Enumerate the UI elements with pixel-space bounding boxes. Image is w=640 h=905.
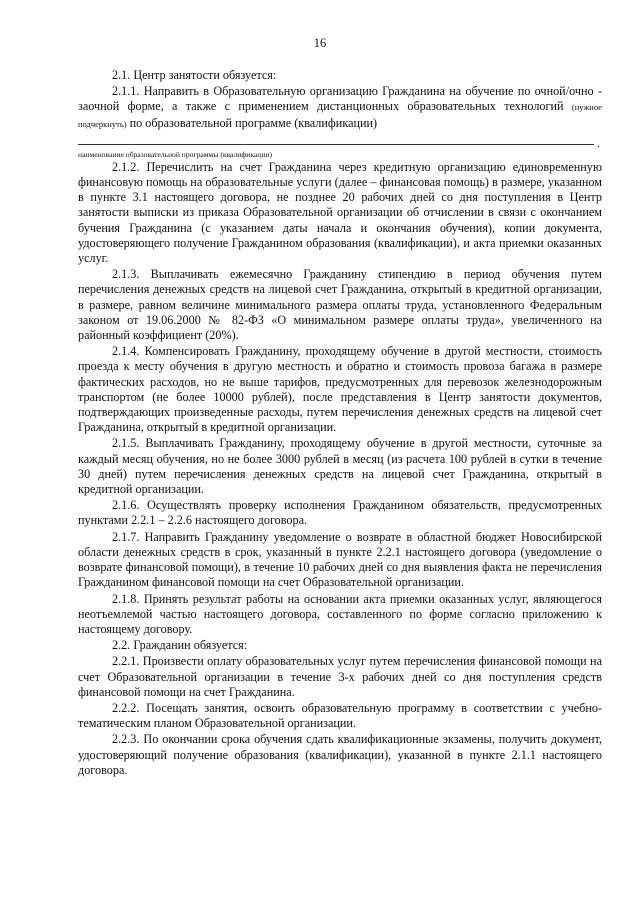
clause-2-1-1-note: (нужное подчеркнуть) [78, 102, 602, 129]
clause-2-1-5: 2.1.5. Выплачивать Гражданину, проходящему обучение в другой местности, суточные за каждый месяц обучения, но не более 3000 рублей в месяц (из расчета 100 рублей в сутки в течение 30 дней) путем перечисления денежных средств на лицевой счет Гражданина, открытый в кредитной организации. [78, 436, 602, 497]
clause-2-1-1-text-end: по образовательной программе (квалификации) [126, 115, 378, 130]
document-body [78, 68, 602, 778]
page-number: 16 [313, 36, 327, 50]
clause-2-1-8: 2.1.8. Принять результат работы на основании акта приемки оказанных услуг, являющегося неотъемлемой частью настоящего договора, составленного по форме согласно приложению к настоящему договору. [78, 591, 602, 636]
clause-2-2-1: 2.2.1. Произвести оплату образовательных услуг путем перечисления финансовой помощи на счет Образовательной организации в течение 3-х рабочих дней со дня поступления средств финансовой помощи на счет Гражданина. [78, 654, 602, 699]
clause-2-1-7: 2.1.7. Направить Гражданину уведомление о возврате в областной бюджет Новосибирской области денежных средств в срок, указанный в пункте 2.2.1 настоящего договора (уведомление о возврате финансовой помощи), в течение 10 рабочих дней со дня выявления факта не перечисления Гражданином финансовой помощи на счет Образовательной организации. [78, 529, 602, 590]
clause-2-1-4: 2.1.4. Компенсировать Гражданину, проходящему обучение в другой местности, стоимость проезда к месту обучения в другую местность и обратно и стоимость провоза багажа в размере фактических расходов, но не выше тарифов, предусмотренных для перевозок железнодорожным транспортом (не более 10000 рублей), после представления в Центр занятости документов, подтверждающих произведенные расходы, путем перечисления денежных средств на лицевой счет Гражданина, открытый в кредитной организации. [78, 344, 602, 435]
clause-2-1-2: 2.1.2. Перечислить на счет Гражданина через кредитную организацию единовременную финансовую помощь на образовательные услуги (далее – финансовая помощь) в размере, указанном в пункте 3.1 настоящего договора, не позднее 20 рабочих дней со дня поступления в Центр занятости выписки из приказа Образовательной организации об отчислении в связи с окончанием бучения Гражданина (с указанием даты начала и окончания обучения), копии документа, удостоверяющего получение Гражданином образования (квалификации), и акта приемки оказанных услуг. [78, 159, 602, 266]
program-name-caption: наименование образовательной программы (квалификации) [78, 149, 272, 159]
blank-line-end: . [597, 135, 600, 150]
clause-2-1-1 [78, 84, 602, 132]
clause-2-1: 2.1. Центр занятости обязуется: [112, 68, 277, 82]
clause-2-1-3: 2.1.3. Выплачивать ежемесячно Гражданину стипендию в период обучения путем перечисления денежных средств на лицевой счет Гражданина, открытый в кредитной организации, в размере, равном величине минимального размера оплаты труда, установленного Федеральным законом от 19.06.2000 № 82-ФЗ «О минимальном размере оплаты труда», увеличенного на районный коэффициент (20%). [78, 267, 602, 343]
clause-2-2-2: 2.2.2. Посещать занятия, освоить образовательную программу в соответствии с учебно-тематическим планом Образовательной организации. [78, 700, 602, 731]
program-name-blank-line [78, 136, 602, 150]
clause-2-1-1-text: 2.1.1. Направить в Образовательную организацию Гражданина на обучение по очной/очно - заочной форме, а также с применением дистанционных образовательных технологий [78, 84, 602, 114]
blank-underline [78, 144, 594, 145]
clause-2-1-6: 2.1.6. Осуществлять проверку исполнения Гражданином обязательств, предусмотренных пунктами 2.2.1 – 2.2.6 настоящего договора. [78, 498, 602, 528]
clause-2-2: 2.2. Гражданин обязуется: [112, 638, 248, 653]
clause-2-2-3: 2.2.3. По окончании срока обучения сдать квалификационные экзамены, получить документ, удостоверяющий получение образования (квалификации), указанной в пункте 2.1.1 настоящего договора. [78, 732, 602, 777]
